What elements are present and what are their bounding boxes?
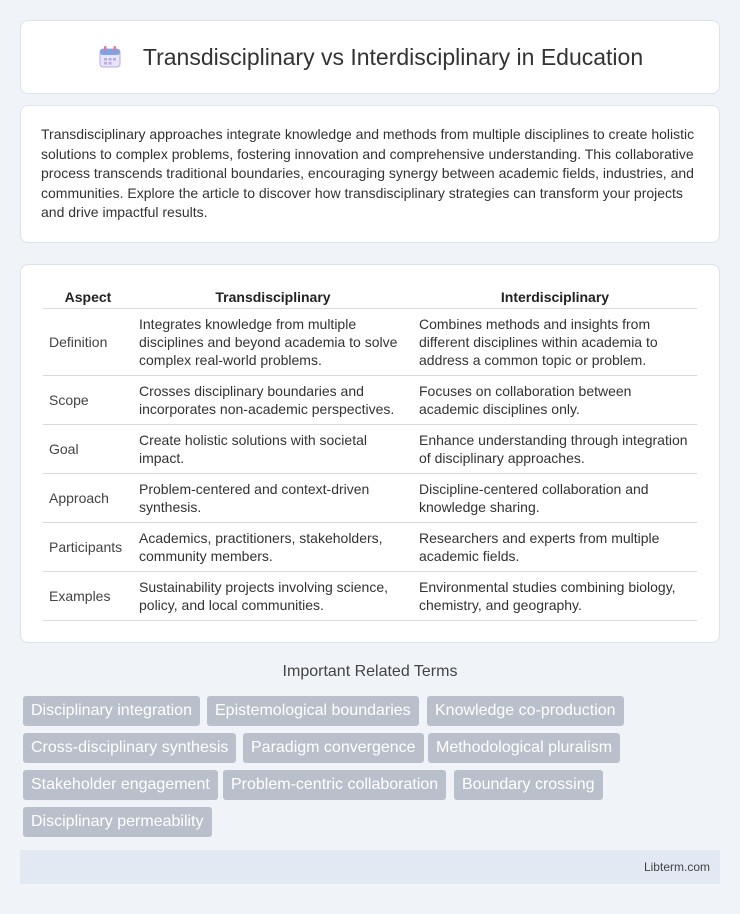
related-terms-title: Important Related Terms: [282, 663, 458, 680]
table-header-row: [43, 285, 697, 309]
cell-transdisciplinary: Integrates knowledge from multiple disciplines and beyond academia to solve complex real-world problems.: [133, 309, 413, 376]
cell-transdisciplinary: Create holistic solutions with societal impact.: [133, 425, 413, 474]
cell-aspect: Goal: [43, 425, 133, 474]
header-transdisciplinary: Transdisciplinary: [133, 285, 413, 309]
table-row: [43, 425, 697, 474]
tag-problem-centric-collaboration[interactable]: Problem-centric collaboration: [223, 770, 446, 800]
table-row: [43, 572, 697, 621]
cell-aspect: Definition: [43, 309, 133, 376]
cell-interdisciplinary: Focuses on collaboration between academic disciplines only.: [413, 376, 697, 425]
table-row: [43, 309, 697, 376]
header-aspect: Aspect: [43, 285, 133, 309]
tag-epistemological-boundaries[interactable]: Epistemological boundaries: [207, 696, 419, 726]
tag-knowledge-co-production[interactable]: Knowledge co-production: [427, 696, 624, 726]
cell-aspect: Approach: [43, 474, 133, 523]
cell-interdisciplinary: Discipline-centered collaboration and knowledge sharing.: [413, 474, 697, 523]
intro-card: [20, 105, 720, 243]
cell-aspect: Participants: [43, 523, 133, 572]
comparison-table-card: [20, 264, 720, 643]
table-row: [43, 523, 697, 572]
table-row: [43, 474, 697, 523]
header-interdisciplinary: Interdisciplinary: [413, 285, 697, 309]
cell-transdisciplinary: Sustainability projects involving science, policy, and local communities.: [133, 572, 413, 621]
header-card: [20, 20, 720, 94]
calendar-icon: [97, 44, 123, 70]
tag-cross-disciplinary-synthesis[interactable]: Cross-disciplinary synthesis: [23, 733, 236, 763]
page-title: Transdisciplinary vs Interdisciplinary in Education: [142, 43, 644, 70]
intro-text: Transdisciplinary approaches integrate knowledge and methods from multiple disciplines to create holistic solutions to complex problems, fostering innovation and comprehensive understanding. This collaborative process transcends traditional boundaries, encouraging synergy between academic fields, industries, and communities. Explore the article to discover how transdisciplinary strategies can transform your projects and drive impactful results.: [41, 126, 695, 220]
cell-aspect: Scope: [43, 376, 133, 425]
cell-interdisciplinary: Combines methods and insights from different disciplines within academia to address a common topic or problem.: [413, 309, 697, 376]
tag-methodological-pluralism[interactable]: Methodological pluralism: [428, 733, 620, 763]
footer-brand[interactable]: Libterm.com: [643, 860, 710, 874]
comparison-table: [43, 285, 697, 621]
cell-interdisciplinary: Researchers and experts from multiple academic fields.: [413, 523, 697, 572]
cell-transdisciplinary: Academics, practitioners, stakeholders, community members.: [133, 523, 413, 572]
tag-stakeholder-engagement[interactable]: Stakeholder engagement: [23, 770, 218, 800]
table-row: [43, 376, 697, 425]
cell-interdisciplinary: Environmental studies combining biology, chemistry, and geography.: [413, 572, 697, 621]
tag-paradigm-convergence[interactable]: Paradigm convergence: [243, 733, 424, 763]
tag-boundary-crossing[interactable]: Boundary crossing: [454, 770, 603, 800]
cell-interdisciplinary: Enhance understanding through integration of disciplinary approaches.: [413, 425, 697, 474]
cell-aspect: Examples: [43, 572, 133, 621]
cell-transdisciplinary: Crosses disciplinary boundaries and incorporates non-academic perspectives.: [133, 376, 413, 425]
tag-disciplinary-integration[interactable]: Disciplinary integration: [23, 696, 200, 726]
footer: [20, 850, 720, 884]
cell-transdisciplinary: Problem-centered and context-driven synthesis.: [133, 474, 413, 523]
tag-disciplinary-permeability[interactable]: Disciplinary permeability: [23, 807, 212, 837]
